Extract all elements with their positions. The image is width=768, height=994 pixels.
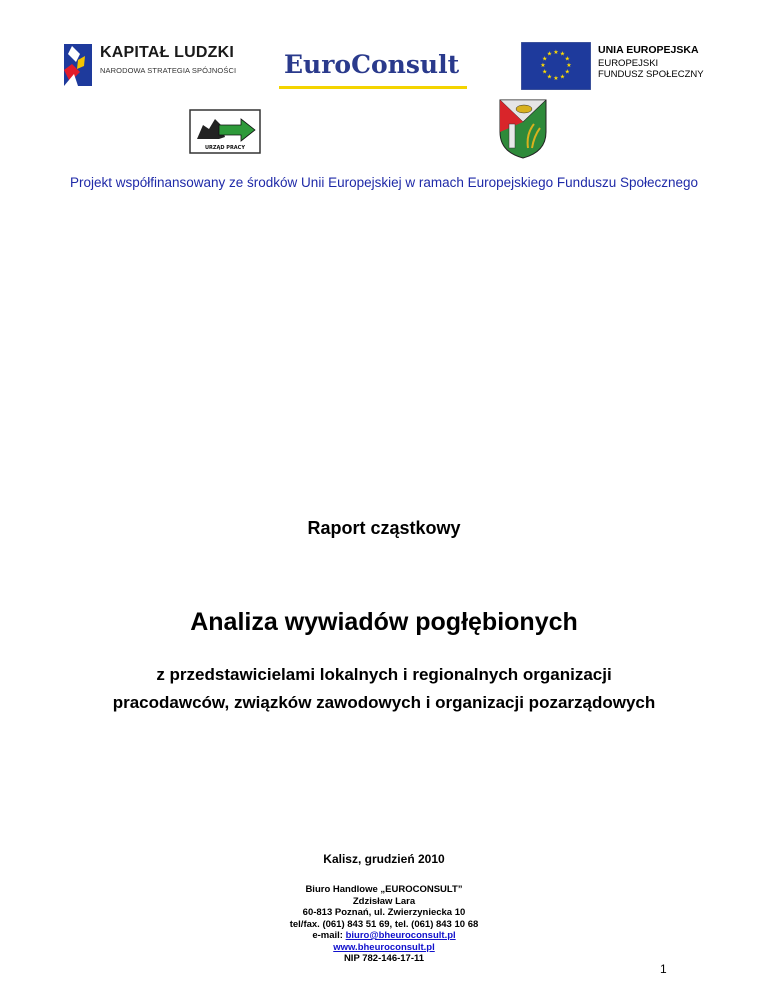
project-cofinancing-line: Projekt współfinansowany ze środków Unii Europejskiej w ramach Europejskiego Funduszu Społecznego xyxy=(69,175,699,190)
eu-flag-icon xyxy=(521,42,591,90)
svg-text:★: ★ xyxy=(553,75,559,82)
footer-website-link[interactable]: www.bheuroconsult.pl xyxy=(333,941,435,953)
svg-text:★: ★ xyxy=(542,68,548,76)
kapital-ludzki-title: KAPITAŁ LUDZKI xyxy=(100,44,235,61)
svg-text:★: ★ xyxy=(566,62,572,69)
eu-fund-line2: FUNDUSZ SPOŁECZNY xyxy=(598,69,704,80)
footer-address: 60-813 Poznań, ul. Zwierzyniecka 10 xyxy=(302,907,466,918)
place-and-date: Kalisz, grudzień 2010 xyxy=(323,852,445,866)
footer-email-link[interactable]: biuro@bheuroconsult.pl xyxy=(345,930,456,941)
footer-nip: NIP 782-146-17-11 xyxy=(343,953,425,964)
eu-label: UNIA EUROPEJSKA xyxy=(598,44,699,56)
svg-text:★: ★ xyxy=(564,68,570,76)
report-type-label: Raport cząstkowy xyxy=(307,518,461,538)
eu-fund-line1: EUROPEJSKI xyxy=(598,58,659,69)
svg-text:★: ★ xyxy=(559,73,566,81)
urzad-pracy-label: URZĄD PRACY xyxy=(205,145,245,151)
coat-of-arms-icon xyxy=(498,98,548,160)
document-title: Analiza wywiadów pogłębionych xyxy=(190,608,578,636)
svg-text:★: ★ xyxy=(540,62,546,69)
svg-text:★: ★ xyxy=(553,49,559,56)
kapital-ludzki-subtitle: NARODOWA STRATEGIA SPÓJNOŚCI xyxy=(100,66,237,75)
footer-email-label: e-mail: xyxy=(312,930,346,941)
urzad-pracy-logo xyxy=(189,109,261,154)
footer-company: Biuro Handlowe „EUROCONSULT” xyxy=(305,884,463,895)
svg-text:★: ★ xyxy=(546,50,553,58)
eu-fund-label xyxy=(598,58,704,80)
document-subtitle-line1: z przedstawicielami lokalnych i regionalnych organizacji xyxy=(156,665,612,684)
euroconsult-logo: EuroConsult xyxy=(284,50,460,79)
page-number: 1 xyxy=(660,962,667,976)
svg-text:★: ★ xyxy=(559,50,566,58)
euroconsult-underline xyxy=(279,86,467,89)
footer-website-line xyxy=(0,942,768,954)
svg-text:★: ★ xyxy=(564,55,570,63)
footer-contact-block xyxy=(0,884,768,965)
footer-email-line xyxy=(0,930,768,942)
svg-text:★: ★ xyxy=(546,73,553,81)
footer-phones: tel/fax. (061) 843 51 69, tel. (061) 843 10 68 xyxy=(289,918,479,930)
footer-person: Zdzisław Lara xyxy=(352,895,416,907)
document-subtitle-line2: pracodawców, związków zawodowych i organizacji pozarządowych xyxy=(112,693,656,712)
svg-text:★: ★ xyxy=(542,55,548,63)
